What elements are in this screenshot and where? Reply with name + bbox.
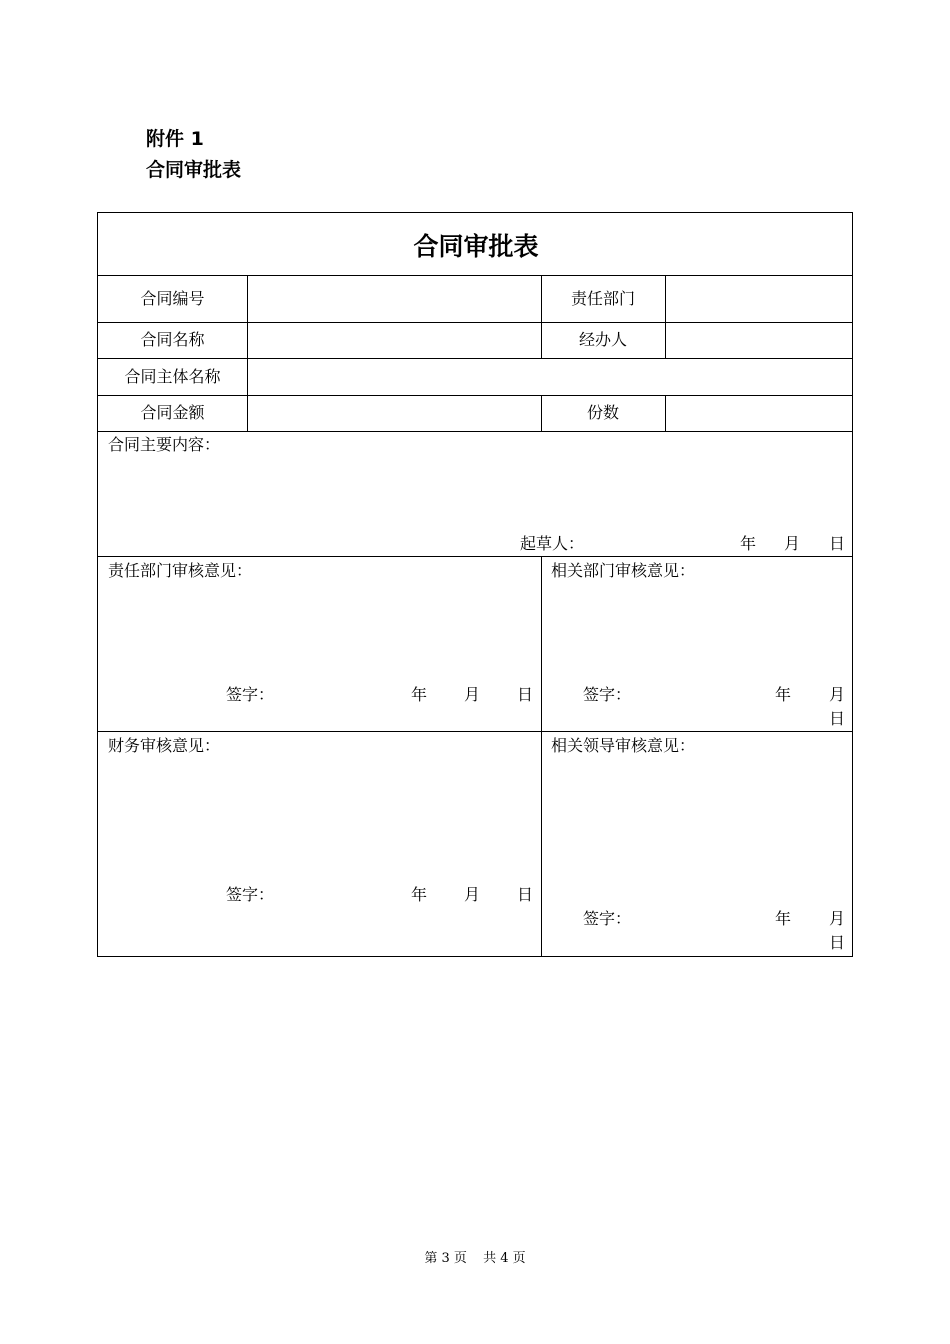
date-year: 年 <box>775 685 792 704</box>
row-divider <box>98 731 852 732</box>
label-sign: 签字： <box>226 685 275 704</box>
label-copies: 份数 <box>586 403 619 422</box>
label-drafter: 起草人： <box>520 534 585 553</box>
amount-field[interactable] <box>248 396 541 431</box>
label-sign: 签字： <box>226 885 275 904</box>
date-year: 年 <box>411 685 428 704</box>
label-dept-review: 责任部门审核意见： <box>108 561 253 580</box>
label-sign: 签字： <box>583 909 632 928</box>
date-month: 月 <box>829 909 846 928</box>
subject-name-field[interactable] <box>248 359 852 395</box>
label-subject-name: 合同主体名称 <box>124 367 221 386</box>
date-month: 月 <box>829 685 846 704</box>
label-related-dept-review: 相关部门审核意见： <box>551 561 696 580</box>
label-sign: 签字： <box>583 685 632 704</box>
contract-name-field[interactable] <box>248 323 541 358</box>
label-contract-no: 合同编号 <box>140 289 205 308</box>
date-year: 年 <box>775 909 792 928</box>
label-contract-name: 合同名称 <box>140 330 205 349</box>
date-day: 日 <box>517 885 534 904</box>
label-leader-review: 相关领导审核意见： <box>551 736 696 755</box>
attachment-label: 附件 1 <box>146 128 204 150</box>
approval-form <box>97 212 853 957</box>
date-day: 日 <box>829 534 846 553</box>
page-number: 第 3 页 <box>424 1251 467 1266</box>
date-month: 月 <box>464 885 481 904</box>
label-amount: 合同金额 <box>140 403 205 422</box>
date-day: 日 <box>829 709 846 728</box>
label-handler: 经办人 <box>578 330 627 349</box>
label-finance-review: 财务审核意见： <box>108 736 221 755</box>
dept-field[interactable] <box>666 276 852 322</box>
page-total: 共 4 页 <box>483 1251 526 1266</box>
copies-field[interactable] <box>666 396 852 431</box>
date-month: 月 <box>464 685 481 704</box>
row-divider <box>98 431 852 432</box>
date-year: 年 <box>411 885 428 904</box>
contract-no-field[interactable] <box>248 276 541 322</box>
label-main-content: 合同主要内容： <box>108 435 221 454</box>
handler-field[interactable] <box>666 323 852 358</box>
page-footer <box>0 1247 950 1266</box>
col-divider <box>541 556 542 957</box>
label-dept: 责任部门 <box>570 289 635 308</box>
date-month: 月 <box>784 534 801 553</box>
doc-title: 合同审批表 <box>146 159 242 181</box>
date-day: 日 <box>517 685 534 704</box>
form-title: 合同审批表 <box>413 232 539 261</box>
row-divider <box>98 556 852 557</box>
date-day: 日 <box>829 933 846 952</box>
date-year: 年 <box>740 534 757 553</box>
